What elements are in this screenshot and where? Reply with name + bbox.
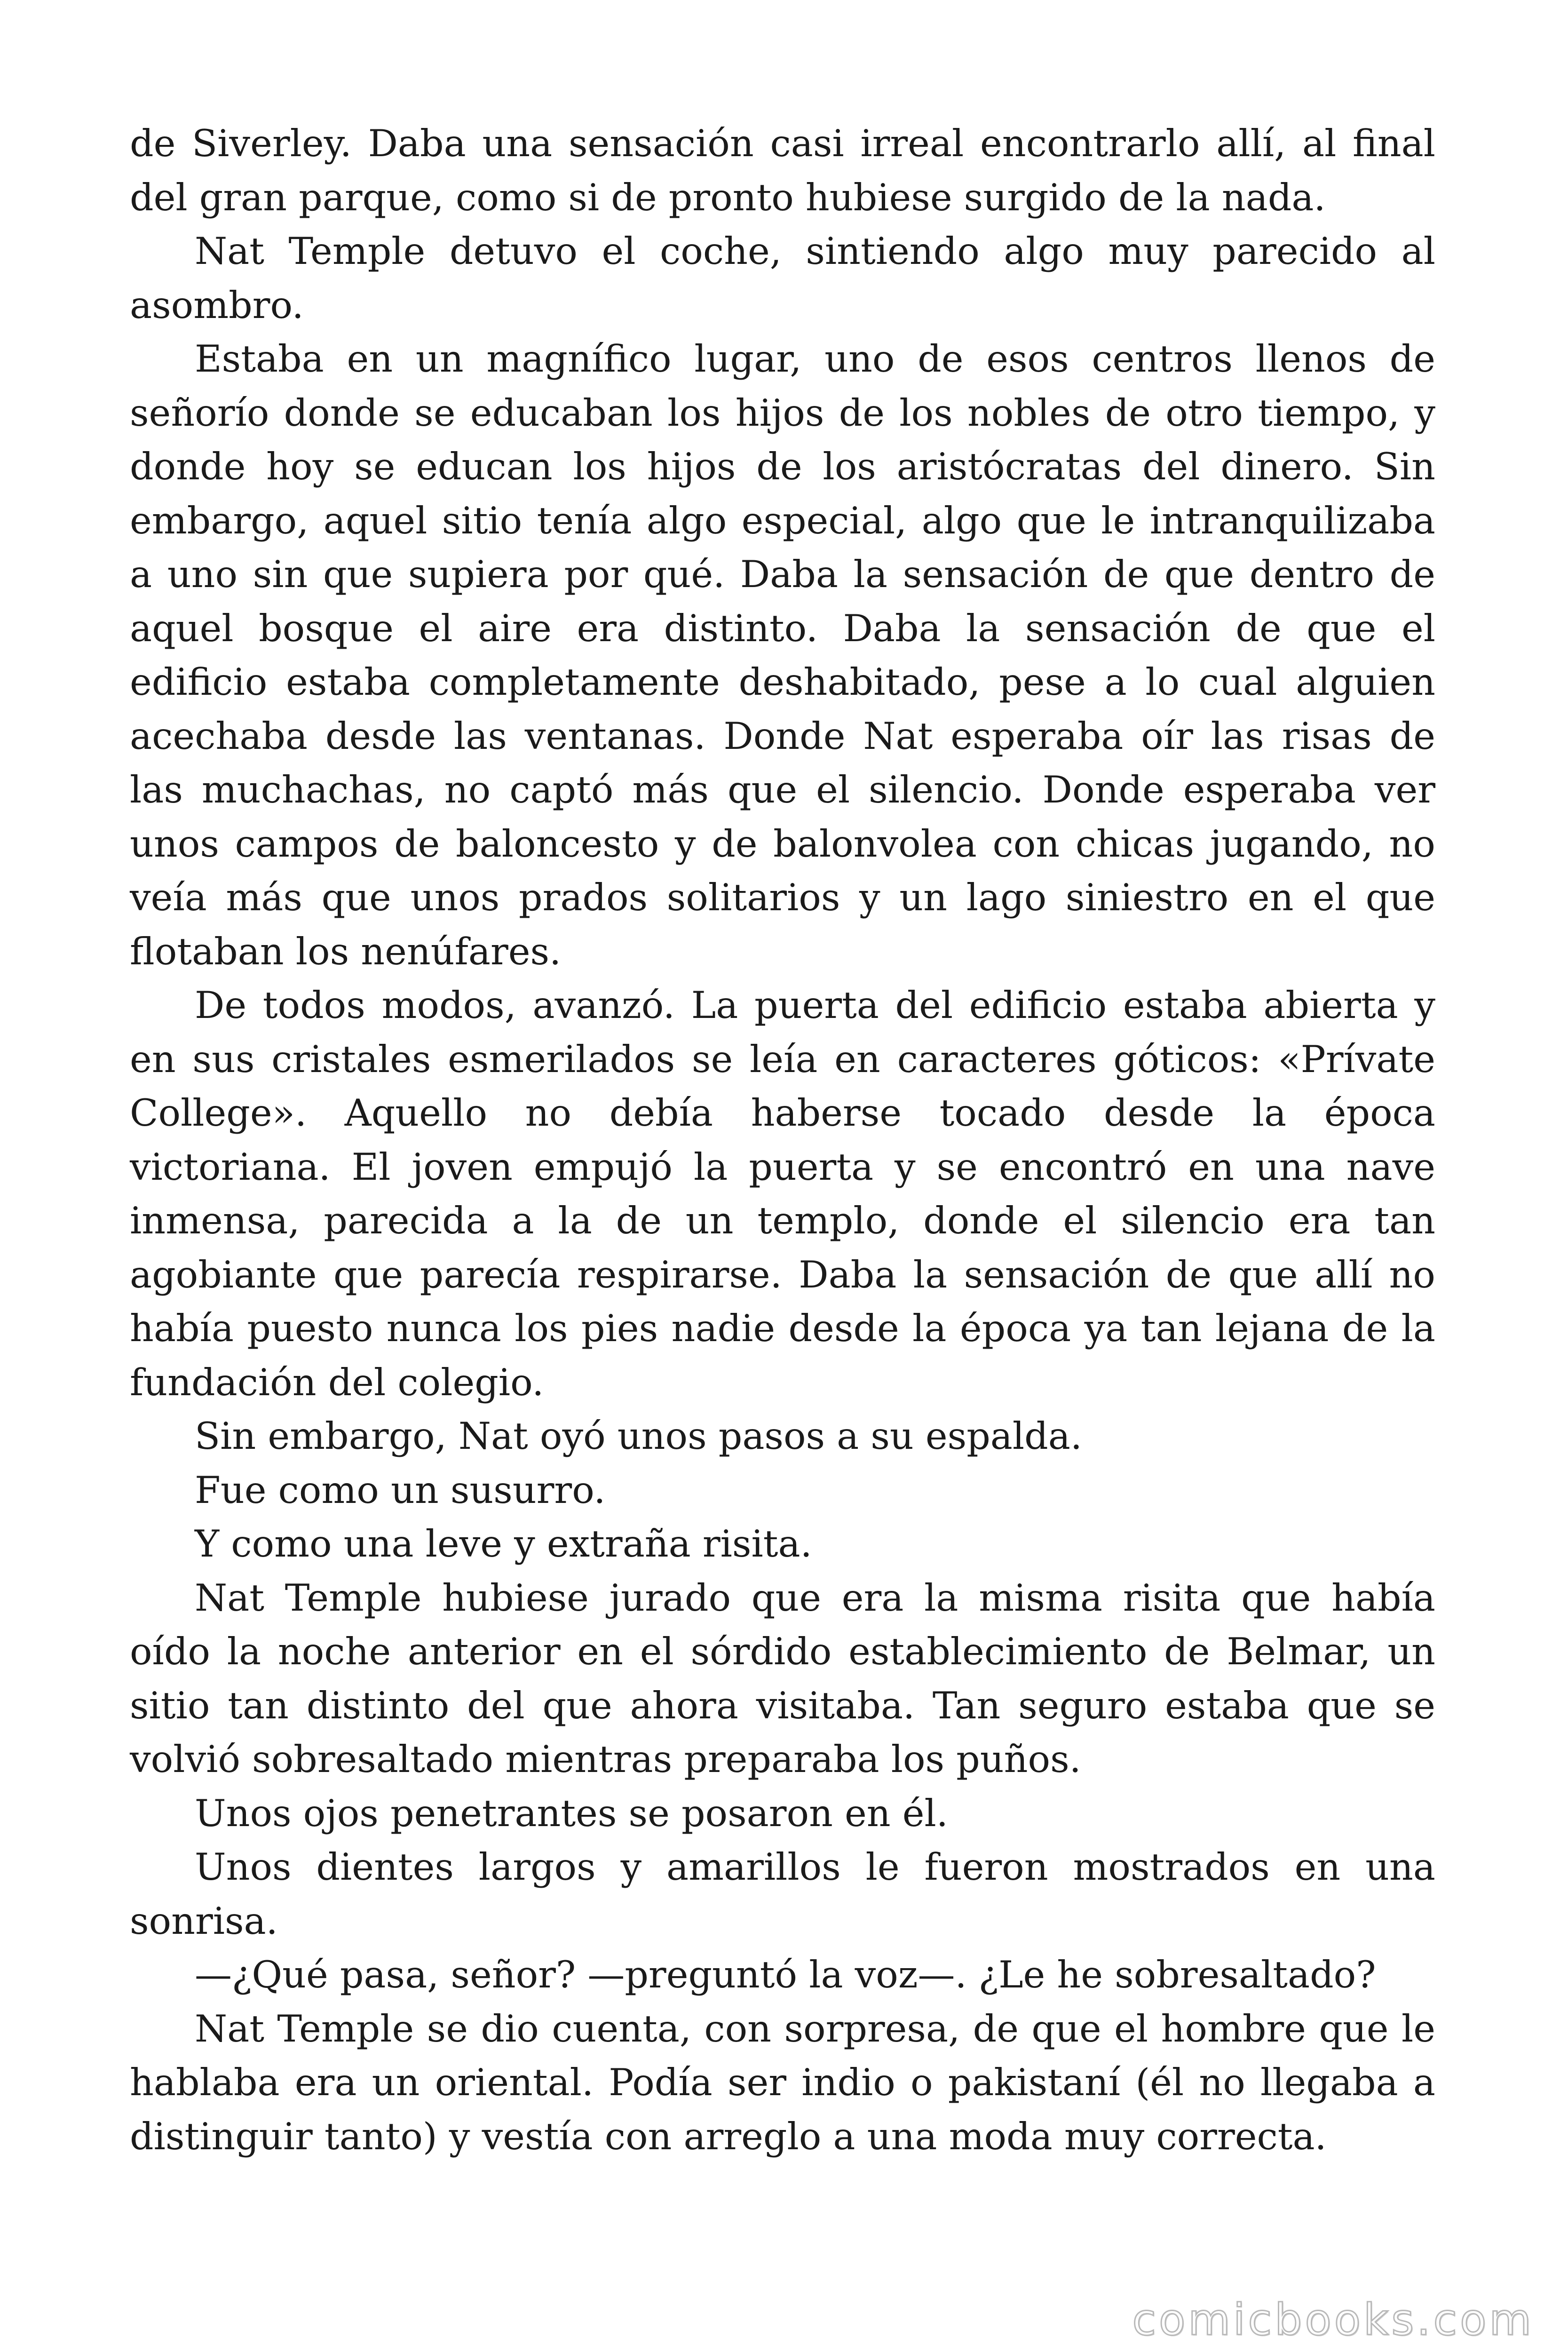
paragraph-12: Nat Temple se dio cuenta, con sorpresa, de que el hombre que le hablaba era un oriental. Podía ser indio o pakistaní (él no llegaba a distinguir tanto) y vestía con arreglo a una moda muy correcta. <box>130 2007 1435 2158</box>
paragraph-3: Estaba en un magnífico lugar, uno de esos centros llenos de señorío donde se educaban los hijos de los nobles de otro tiempo, y donde hoy se educan los hijos de los aristócratas del dinero. Sin embargo, aquel sitio tenía algo especial, algo que le intranquilizaba a uno sin que supiera por qué. Daba la sensación de que dentro de aquel bosque el aire era distinto. Daba la sensación de que el edificio estaba completamente deshabitado, pese a lo cual alguien acechaba desde las ventanas. Donde Nat esperaba oír las risas de las muchachas, no captó más que el silencio. Donde esperaba ver unos campos de baloncesto y de balonvolea con chicas jugando, no veía más que unos prados solitarios y un lago siniestro en el que flotaban los nenúfares. <box>130 337 1435 973</box>
paragraph-11: —¿Qué pasa, señor? —preguntó la voz—. ¿Le he sobresaltado? <box>195 1953 1376 1996</box>
paragraph-9: Unos ojos penetrantes se posaron en él. <box>195 1791 948 1835</box>
watermark: comicbooks.com <box>1132 2295 1534 2345</box>
paragraph-1: de Siverley. Daba una sensación casi irreal encontrarlo allí, al final del gran parque, como si de pronto hubiese surgido de la nada. <box>130 122 1435 219</box>
paragraph-5: Sin embargo, Nat oyó unos pasos a su espalda. <box>195 1414 1082 1458</box>
page-text <box>130 117 1435 2163</box>
paragraph-7: Y como una leve y extraña risita. <box>195 1522 812 1565</box>
paragraph-6: Fue como un susurro. <box>195 1468 606 1512</box>
paragraph-4: De todos modos, avanzó. La puerta del edificio estaba abierta y en sus cristales esmerilados se leía en caracteres góticos: «Prívate College». Aquello no debía haberse tocado desde la época victoriana. El joven empujó la puerta y se encontró en una nave inmensa, parecida a la de un templo, donde el silencio era tan agobiante que parecía respirarse. Daba la sensación de que allí no había puesto nunca los pies nadie desde la época ya tan lejana de la fundación del colegio. <box>130 984 1435 1404</box>
paragraph-10: Unos dientes largos y amarillos le fueron mostrados en una sonrisa. <box>130 1845 1435 1943</box>
paragraph-8: Nat Temple hubiese jurado que era la misma risita que había oído la noche anterior en el sórdido establecimiento de Belmar, un sitio tan distinto del que ahora visitaba. Tan seguro estaba que se volvió sobresaltado mientras preparaba los puños. <box>130 1576 1435 1781</box>
paragraph-2: Nat Temple detuvo el coche, sintiendo algo muy parecido al asombro. <box>130 230 1435 327</box>
